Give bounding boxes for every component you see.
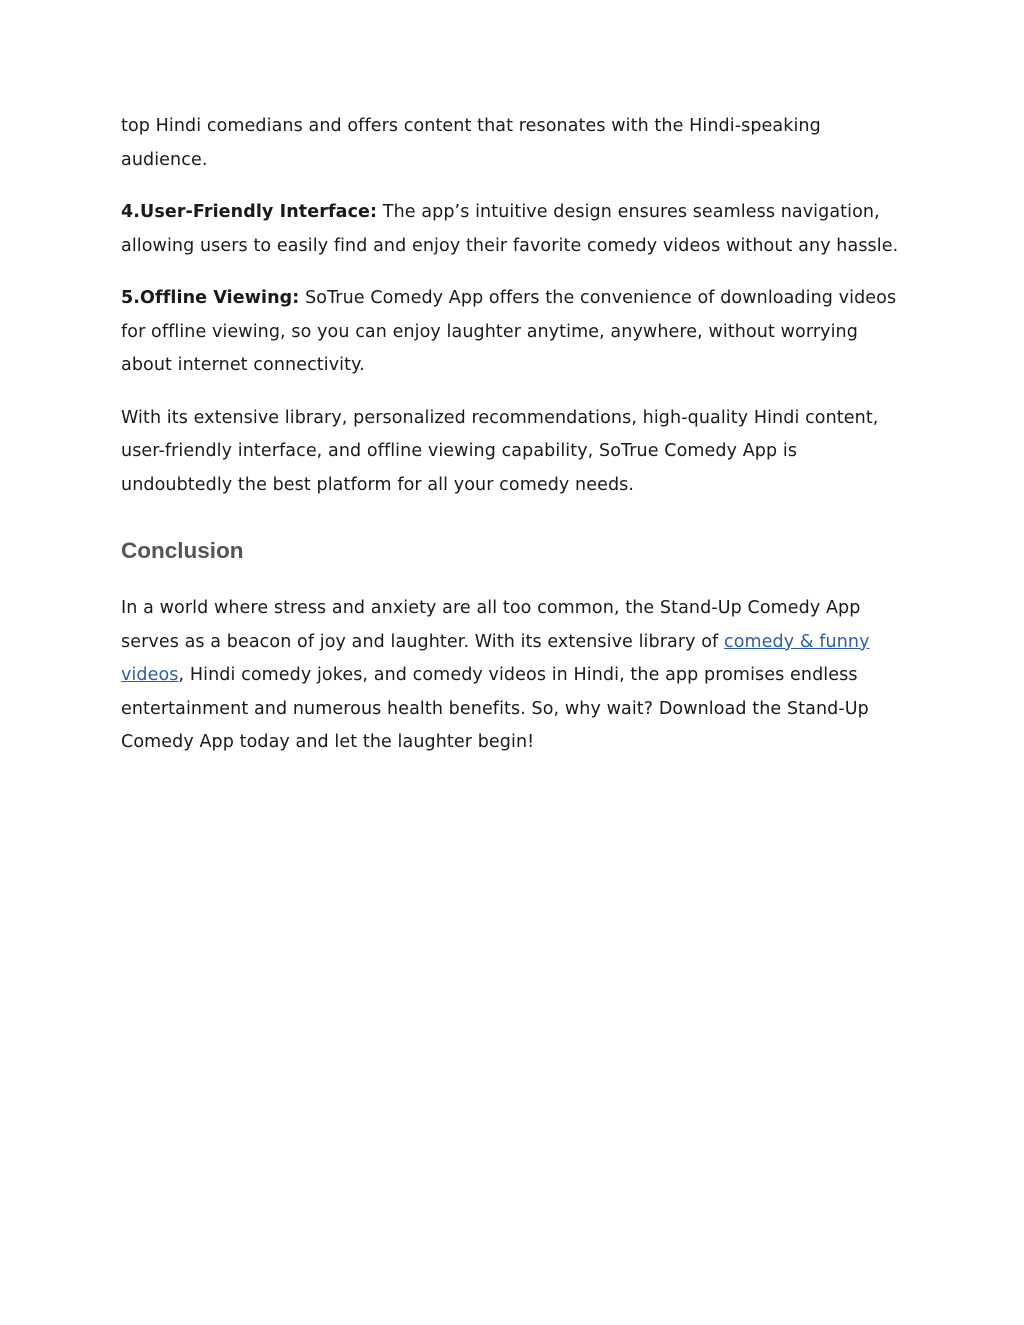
comedy-videos-link[interactable]: comedy & funny videos	[121, 631, 870, 685]
feature-text: SoTrue Comedy App offers the convenience of downloading videos for offline viewing, so you can enjoy laughter anytime, anywhere, without worrying about internet connectivity.	[121, 288, 897, 375]
summary-paragraph	[121, 402, 906, 503]
conclusion-text-after: , Hindi comedy jokes, and comedy videos in Hindi, the app promises endless entertainment and numerous health benefits. So, why wait? Download the Stand-Up Comedy App today and let the laughter begin!	[121, 665, 869, 752]
feature-text: The app’s intuitive design ensures seamless navigation, allowing users to easily find and enjoy their favorite comedy videos without any hassle.	[121, 202, 899, 256]
conclusion-paragraph	[121, 592, 906, 760]
conclusion-heading: Conclusion	[121, 538, 244, 563]
feature-item-offline-viewing	[121, 282, 906, 383]
intro-text: top Hindi comedians and offers content that resonates with the Hindi-speaking audience.	[121, 116, 821, 170]
document-page	[121, 110, 906, 760]
intro-paragraph	[121, 110, 906, 177]
feature-item-user-friendly-interface	[121, 196, 906, 263]
summary-text: With its extensive library, personalized recommendations, high-quality Hindi content, user-friendly interface, and offline viewing capability, SoTrue Comedy App is undoubtedly the best platform for all your comedy needs.	[121, 407, 879, 495]
conclusion-text-before: In a world where stress and anxiety are all too common, the Stand-Up Comedy App serves as a beacon of joy and laughter. With its extensive library of	[121, 598, 861, 652]
feature-lead: 5.Offline Viewing:	[121, 288, 300, 308]
feature-lead: 4.User-Friendly Interface:	[121, 202, 378, 222]
